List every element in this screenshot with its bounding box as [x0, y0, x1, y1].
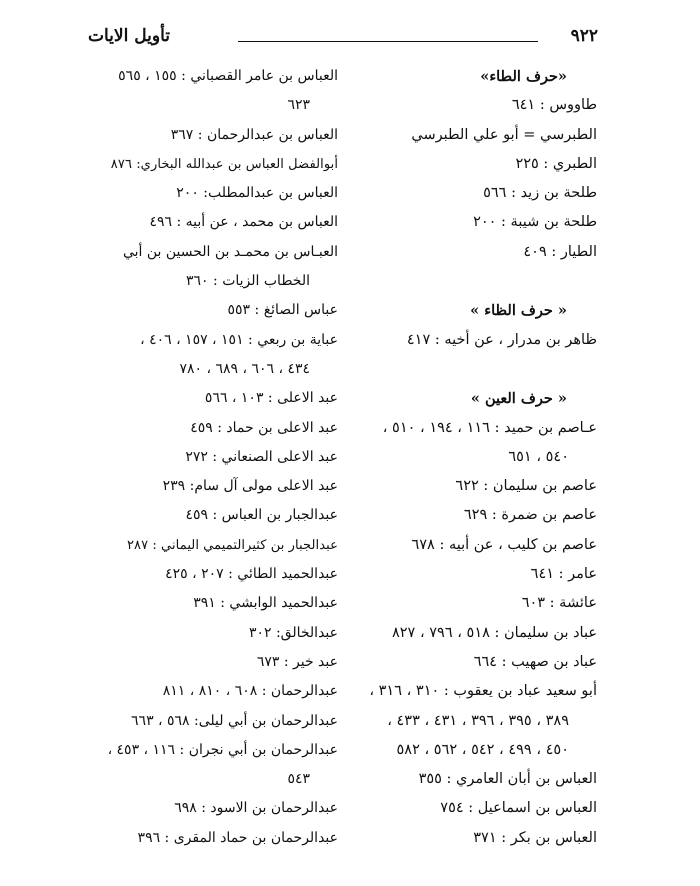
index-entry: العباس بن عبدالرحمان : ٣٦٧	[170, 126, 338, 143]
index-entry: العباس بن اسماعيل : ٧٥٤	[440, 800, 597, 817]
index-entry: عبدالحميد الوابشي : ٣٩١	[193, 595, 338, 612]
index-entry: عبدالرحمان بن أبي نجران : ١١٦ ، ٤٥٣ ،	[107, 741, 338, 758]
index-entry: عباد بن صهيب : ٦٦٤	[473, 653, 597, 670]
section-spacer	[365, 267, 597, 296]
index-entry: عبد الاعلى : ١٠٣ ، ٥٦٦	[204, 390, 338, 407]
index-entry: طاووس : ٦٤١	[511, 97, 597, 114]
index-entry: أبوالفضل العباس بن عبدالله البخاري: ٨٧٦	[110, 156, 338, 172]
index-entry: الطيار : ٤٠٩	[523, 243, 597, 260]
index-entry: العباس بن عامر القصباني : ١٥٥ ، ٥٦٥	[118, 68, 338, 84]
section-spacer	[365, 355, 597, 384]
index-entry-continuation: ٥٤٠ ، ٦٥١	[508, 448, 569, 465]
index-entry-continuation: ٤٥٠ ، ٤٩٩ ، ٥٤٢ ، ٥٦٢ ، ٥٨٢	[396, 741, 569, 758]
index-entry: عبد الاعلى بن حماد : ٤٥٩	[190, 419, 338, 436]
index-entry: عبدالرحمان : ٦٠٨ ، ٨١٠ ، ٨١١	[162, 683, 338, 700]
section-heading: «حرف الطاء»	[480, 68, 567, 85]
section-heading: « حرف الظاء »	[470, 302, 567, 320]
index-entry: عبدالجبار بن العباس : ٤٥٩	[185, 507, 338, 524]
index-entry: الطبرسي = أبو علي الطبرسي	[411, 126, 597, 143]
index-entry: عبدالرحمان بن الاسود : ٦٩٨	[174, 800, 338, 817]
page-header	[88, 22, 598, 52]
index-entry: عباس الصائغ : ٥٥٣	[227, 302, 338, 319]
index-entry: عباية بن ربعي : ١٥١ ، ١٥٧ ، ٤٠٦ ،	[140, 331, 338, 348]
index-entry: عباد بن سليمان : ٥١٨ ، ٧٩٦ ، ٨٢٧	[391, 624, 597, 641]
index-column-right	[365, 62, 597, 853]
index-entry: عاصم بن كليب ، عن أبيه : ٦٧٨	[411, 536, 597, 553]
index-entry-continuation: ٣٨٩ ، ٣٩٥ ، ٣٩٦ ، ٤٣١ ، ٤٣٣ ،	[387, 712, 569, 729]
index-entry: عبدالخالق: ٣٠٢	[248, 624, 338, 641]
index-entry: عاصم بن ضمرة : ٦٢٩	[463, 507, 597, 524]
index-column-left	[88, 62, 338, 853]
page-number: ٩٢٢	[570, 26, 598, 46]
index-entry: طلحة بن شيبة : ٢٠٠	[473, 214, 597, 231]
section-heading: « حرف العين »	[470, 390, 567, 408]
index-entry: عائشة : ٦٠٣	[521, 595, 597, 612]
index-entry: عبد الاعلى الصنعاني : ٢٧٢	[185, 448, 338, 465]
book-title: تأويل الايات	[88, 26, 170, 46]
index-entry: أبو سعيد عباد بن يعقوب : ٣١٠ ، ٣١٦ ،	[369, 683, 597, 700]
index-entry: العباس بن بكر : ٣٧١	[473, 829, 597, 846]
index-entry: عاصم بن سليمان : ٦٢٢	[455, 478, 597, 495]
header-rule	[238, 41, 538, 42]
index-entry-continuation: ٦٢٣	[287, 97, 310, 114]
index-entry-continuation: ٥٤٣	[287, 771, 310, 788]
index-entry: عبدالجبار بن كثيرالتميمي اليماني : ٢٨٧	[126, 537, 338, 553]
index-entry: الطبري : ٢٢٥	[515, 155, 597, 172]
index-entry: عبدالرحمان بن أبي ليلى: ٥٦٨ ، ٦٦٣	[131, 712, 338, 729]
index-entry: العباس بن أبان العامري : ٣٥٥	[418, 771, 597, 788]
index-entry: عبد الاعلى مولى آل سام: ٢٣٩	[162, 478, 338, 495]
index-entry: ظاهر بن مدرار ، عن أخيه : ٤١٧	[406, 331, 597, 348]
index-entry: العبـاس بن محمـد بن الحسين بن أبي	[122, 243, 338, 260]
index-entry: العباس بن عبدالمطلب: ٢٠٠	[176, 185, 338, 202]
index-entry-continuation: الخطاب الزيات : ٣٦٠	[186, 273, 310, 290]
index-entry: العباس بن محمد ، عن أبيه : ٤٩٦	[149, 214, 338, 231]
index-entry: طلحة بن زيد : ٥٦٦	[483, 185, 597, 202]
index-entry: عـاصم بن حميد : ١١٦ ، ١٩٤ ، ٥١٠ ،	[382, 419, 597, 436]
index-entry-continuation: ٤٣٤ ، ٦٠٦ ، ٦٨٩ ، ٧٨٠	[179, 360, 310, 377]
index-entry: عبد خير : ٦٧٣	[256, 653, 338, 670]
index-entry: عبدالرحمان بن حماد المقرى : ٣٩٦	[137, 829, 338, 846]
index-entry: عامر : ٦٤١	[530, 566, 597, 583]
index-entry: عبدالحميد الطائي : ٢٠٧ ، ٤٢٥	[165, 566, 338, 583]
